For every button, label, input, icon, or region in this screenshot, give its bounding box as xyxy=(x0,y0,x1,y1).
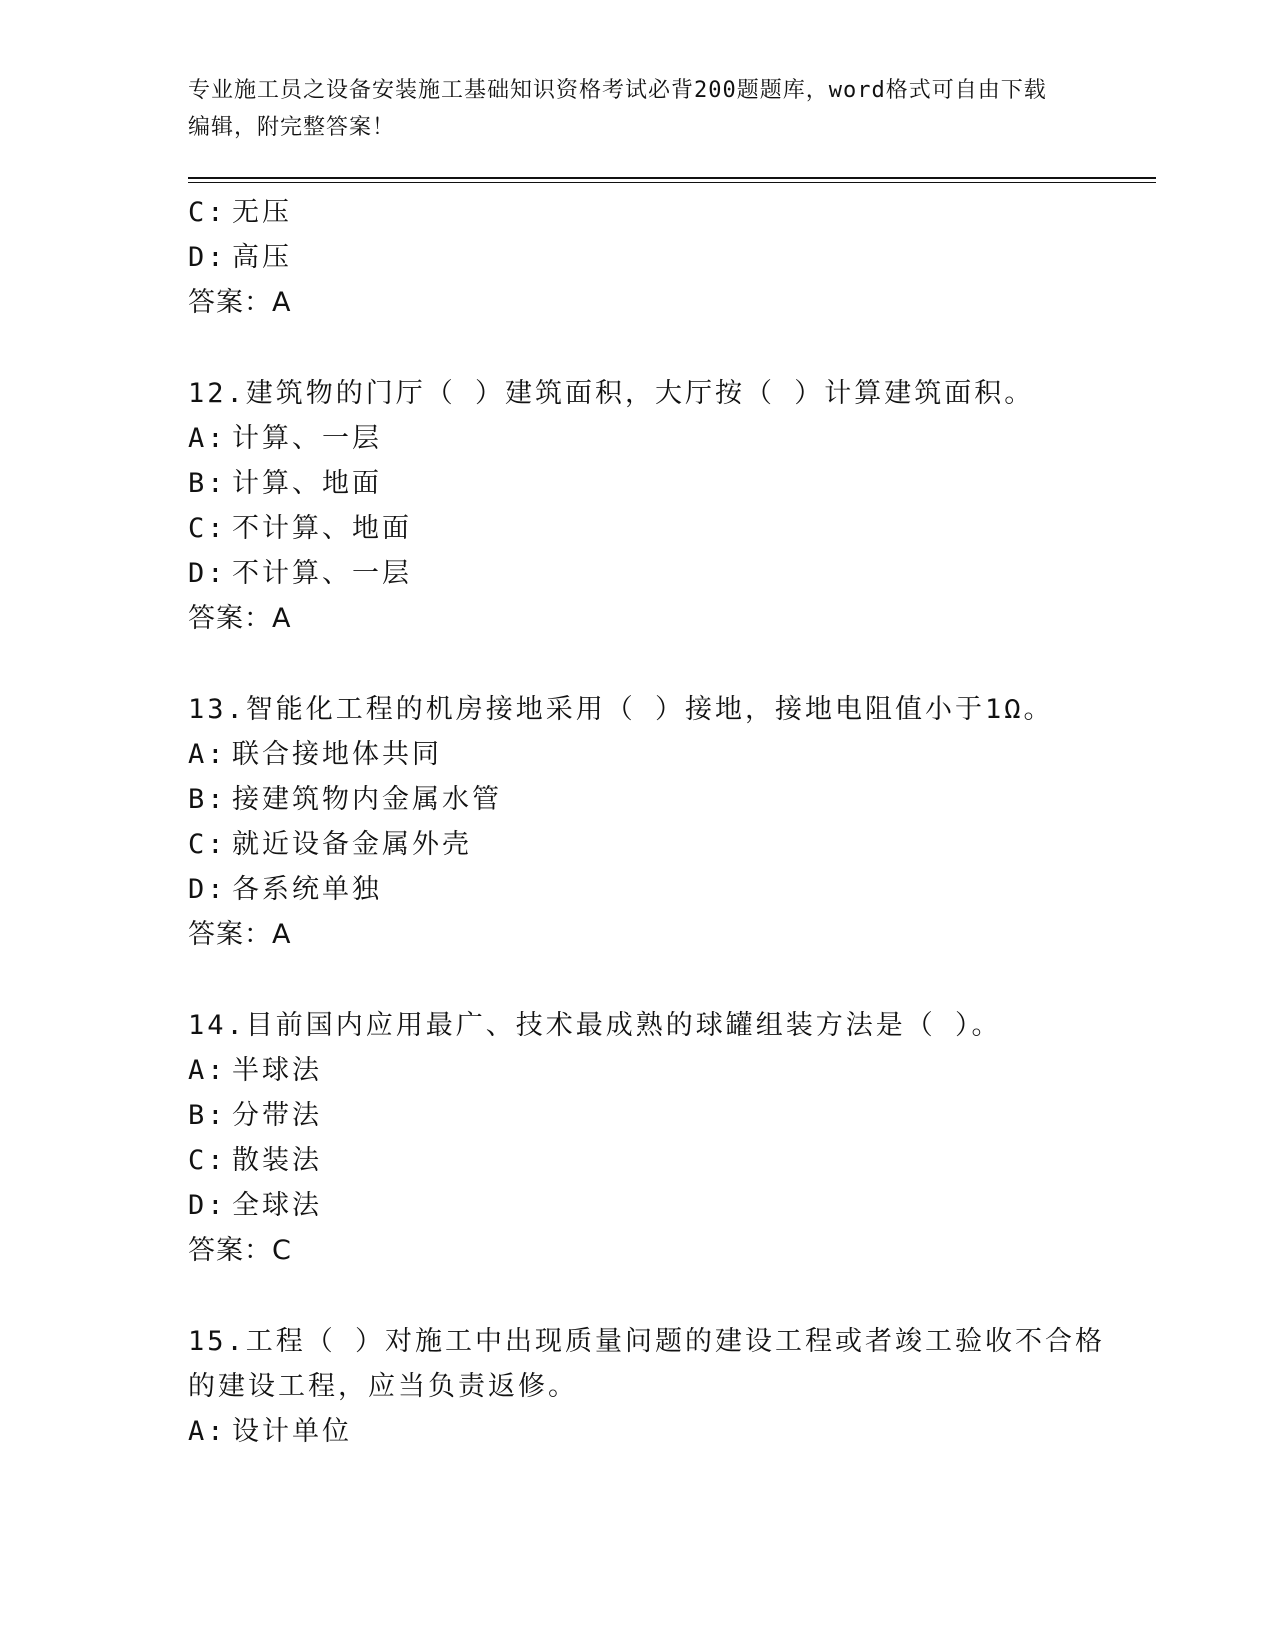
option-text: 各系统单独 xyxy=(232,874,382,905)
option-c xyxy=(188,190,1068,235)
option-letter: A: xyxy=(188,1416,227,1447)
option-letter: B: xyxy=(188,784,227,815)
option-letter: B: xyxy=(188,1100,227,1131)
answer-line: 答案：A xyxy=(188,603,292,634)
option-b xyxy=(188,777,1068,822)
option-letter: A: xyxy=(188,1055,227,1086)
document-header xyxy=(188,72,1068,146)
option-text: 就近设备金属外壳 xyxy=(232,829,472,860)
question-stem: 12.建筑物的门厅（ ）建筑面积，大厅按（ ）计算建筑面积。 xyxy=(188,378,1035,409)
spacer xyxy=(188,325,1068,371)
option-d xyxy=(188,235,1068,280)
option-letter: D: xyxy=(188,242,227,273)
option-letter: C: xyxy=(188,829,227,860)
option-letter: A: xyxy=(188,739,227,770)
spacer xyxy=(188,957,1068,1003)
option-text: 计算、一层 xyxy=(232,423,382,454)
option-text: 不计算、地面 xyxy=(232,513,412,544)
option-letter: A: xyxy=(188,423,227,454)
option-text: 计算、地面 xyxy=(232,468,382,499)
option-text: 不计算、一层 xyxy=(232,558,412,589)
question-12 xyxy=(188,371,1068,641)
option-c xyxy=(188,1138,1068,1183)
option-text: 设计单位 xyxy=(232,1416,352,1447)
option-letter: C: xyxy=(188,197,227,228)
option-b xyxy=(188,461,1068,506)
option-c xyxy=(188,506,1068,551)
option-a xyxy=(188,1409,1068,1454)
option-letter: D: xyxy=(188,558,227,589)
option-c xyxy=(188,822,1068,867)
option-text: 半球法 xyxy=(232,1055,322,1086)
spacer xyxy=(188,1273,1068,1319)
option-d xyxy=(188,867,1068,912)
answer-line: 答案：A xyxy=(188,919,292,950)
answer-line: 答案：C xyxy=(188,1235,292,1266)
option-text: 高压 xyxy=(232,242,292,273)
option-letter: D: xyxy=(188,1190,227,1221)
question-15 xyxy=(188,1319,1106,1454)
option-letter: C: xyxy=(188,1145,227,1176)
question-stem: 14.目前国内应用最广、技术最成熟的球罐组装方法是（ ）。 xyxy=(188,1010,1002,1041)
header-divider-thick xyxy=(188,177,1156,179)
answer-line: 答案：A xyxy=(188,287,292,318)
question-stem-line-1: 15.工程（ ）对施工中出现质量问题的建设工程或者竣工验收不合格 xyxy=(188,1326,1106,1357)
option-letter: C: xyxy=(188,513,227,544)
option-d xyxy=(188,551,1068,596)
option-letter: B: xyxy=(188,468,227,499)
question-list xyxy=(188,190,1106,1454)
option-text: 联合接地体共同 xyxy=(232,739,442,770)
question-11-fragment xyxy=(188,190,1068,325)
question-stem: 13.智能化工程的机房接地采用（ ）接地，接地电阻值小于1Ω。 xyxy=(188,694,1054,725)
option-text: 分带法 xyxy=(232,1100,322,1131)
option-a xyxy=(188,1048,1068,1093)
spacer xyxy=(188,641,1068,687)
question-stem-line-2: 的建设工程，应当负责返修。 xyxy=(188,1371,578,1402)
question-13 xyxy=(188,687,1068,957)
option-d xyxy=(188,1183,1068,1228)
option-a xyxy=(188,732,1068,777)
option-text: 无压 xyxy=(232,197,292,228)
option-text: 接建筑物内金属水管 xyxy=(232,784,502,815)
option-b xyxy=(188,1093,1068,1138)
question-14 xyxy=(188,1003,1068,1273)
option-a xyxy=(188,416,1068,461)
option-text: 全球法 xyxy=(232,1190,322,1221)
header-title: 专业施工员之设备安装施工基础知识资格考试必背200题题库，word格式可自由下载编辑，附完整答案！ xyxy=(188,78,1047,140)
option-letter: D: xyxy=(188,874,227,905)
option-text: 散装法 xyxy=(232,1145,322,1176)
header-divider-thin xyxy=(188,182,1156,183)
